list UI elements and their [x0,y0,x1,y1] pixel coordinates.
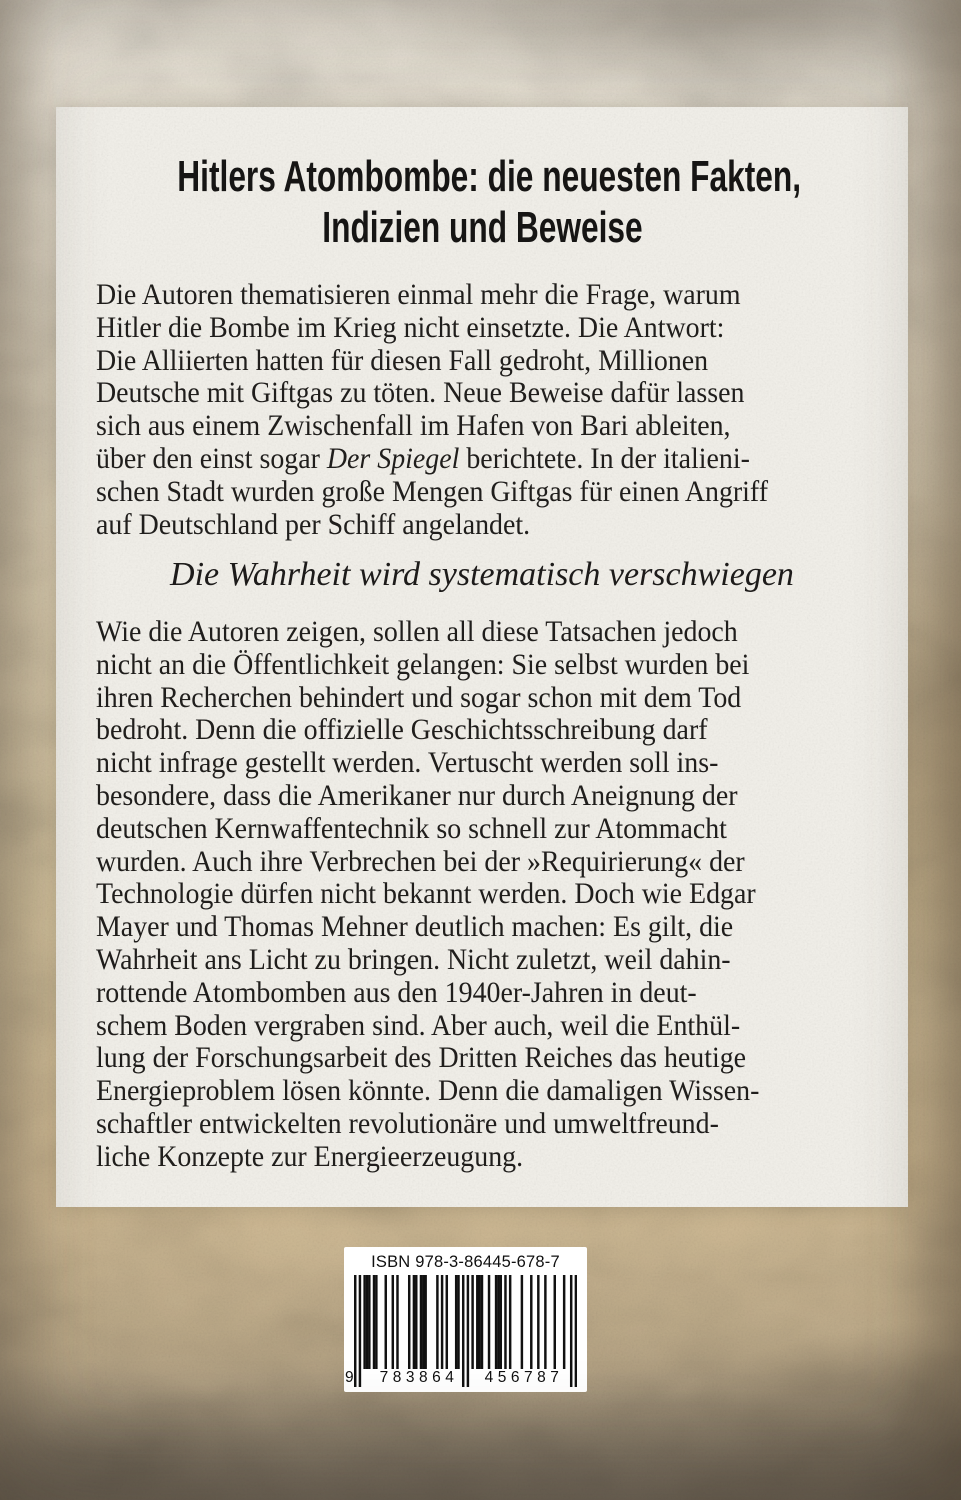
paragraph-2 [96,616,886,1174]
headline-line-2: Indizien und Beweise [321,203,643,252]
body-line-with-italic [96,443,831,476]
body-line: nicht infrage gestellt werden. Vertuscht werden soll ins- [96,746,719,780]
headline-line-1: Hitlers Atombombe: die neuesten Fakten, [177,152,802,201]
body-line: rottende Atombomben aus den 1940er-Jahren in deut- [96,975,697,1009]
body-line: schaftler entwickelten revolutionäre und umweltfreund- [96,1106,719,1140]
body-line: Energieproblem lösen könnte. Denn die damaligen Wissen- [96,1074,760,1108]
body-line: deutschen Kernwaffentechnik so schnell zur Atommacht [96,811,727,845]
body-line: Die Autoren thematisieren einmal mehr die Frage, warum [96,278,741,311]
headline [56,151,908,253]
body-line: Wie die Autoren zeigen, sollen all diese Tatsachen jedoch [96,615,738,648]
body-line: Hitler die Bombe im Krieg nicht einsetzte. Die Antwort: [96,310,725,344]
body-line: liche Konzepte zur Energieerzeugung. [96,1139,524,1173]
body-line: Wahrheit ans Licht zu bringen. Nicht zuletzt, weil dahin- [96,942,731,976]
body-line: auf Deutschland per Schiff angelandet. [96,507,531,541]
body-line: sich aus einem Zwischenfall im Hafen von Bari ableiten, [96,409,731,443]
body-line: wurden. Auch ihre Verbrechen bei der »Requirierung« der [96,844,745,878]
body-line: nicht an die Öffentlichkeit gelangen: Sie selbst wurden bei [96,647,750,681]
body-line-segment: über den einst sogar [96,441,327,475]
body-line: ihren Recherchen behindert und sogar schon mit dem Tod [96,680,742,714]
barcode-digit-group1: 783864 [379,1369,459,1386]
text-panel [56,107,908,1207]
body-line: besondere, dass die Amerikaner nur durch Aneignung der [96,778,738,812]
body-line: bedroht. Denn die offizielle Geschichtsschreibung darf [96,713,708,747]
body-line: lung der Forschungsarbeit des Dritten Reiches das heutige [96,1041,747,1075]
isbn-label: ISBN 978-3-86445-678-7 [371,1253,560,1271]
book-title-der-spiegel: Der Spiegel [326,441,460,475]
body-line: Deutsche mit Giftgas zu töten. Neue Beweise dafür lassen [96,376,745,410]
paragraph-1 [96,279,886,541]
body-line-segment: berichtete. In der italieni- [459,441,750,475]
subheading: Die Wahrheit wird systematisch verschwiegen [170,556,794,593]
body-line: Die Alliierten hatten für diesen Fall gedroht, Millionen [96,343,709,377]
body-line: Technologie dürfen nicht bekannt werden. Doch wie Edgar [96,877,756,911]
barcode-digits [345,1368,577,1388]
barcode-digit-group2: 456787 [484,1369,564,1386]
body-line: Mayer und Thomas Mehner deutlich machen: Es gilt, die [96,910,734,944]
body-line: schem Boden vergraben sind. Aber auch, weil die Enthül- [96,1008,741,1042]
barcode-panel [344,1247,587,1392]
body-line: schen Stadt wurden große Mengen Giftgas für einen Angriff [96,474,769,508]
barcode-digit-first: 9 [345,1369,359,1386]
